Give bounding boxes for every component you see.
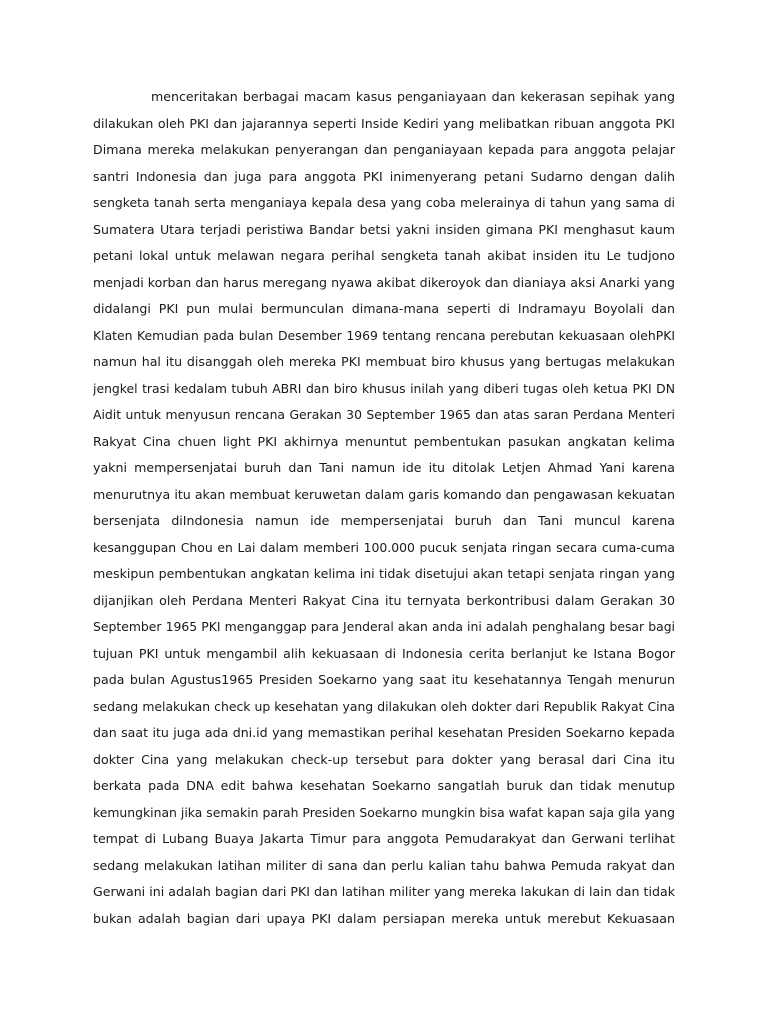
text-line: Gerwani ini adalah bagian dari PKI dan latihan militer yang mereka lakukan di lain dan tidak	[93, 884, 675, 899]
text-line: Sumatera Utara terjadi peristiwa Bandar betsi yakni insiden gimana PKI menghasut kaum	[93, 221, 675, 237]
text-line: berkata pada DNA edit bahwa kesehatan Soekarno sangatlah buruk dan tidak menutup	[93, 778, 675, 793]
text-line: petani lokal untuk melawan negara perihal sengketa tanah akibat insiden itu Le tudjono	[93, 248, 675, 263]
text-line: didalangi PKI pun mulai bermunculan dimana-mana seperti di Indramayu Boyolali dan	[93, 301, 675, 316]
text-line: santri Indonesia dan juga para anggota PKI inimenyerang petani Sudarno dengan dalih	[93, 168, 675, 184]
text-line: sengketa tanah serta menganiaya kepala desa yang coba melerainya di tahun yang sama di	[93, 195, 675, 210]
text-line: dilakukan oleh PKI dan jajarannya seperti Inside Kediri yang melibatkan ribuan anggota PKI	[93, 115, 675, 131]
text-line: dan saat itu juga ada dni.id yang memastikan perihal kesehatan Presiden Soekarno kepada	[93, 725, 675, 740]
text-line: September 1965 PKI menganggap para Jenderal akan anda ini adalah penghalang besar bagi	[93, 619, 675, 634]
text-line: sedang melakukan latihan militer di sana dan perlu kalian tahu bahwa Pemuda rakyat dan	[93, 857, 675, 873]
text-line: namun hal itu disanggah oleh mereka PKI membuat biro khusus yang bertugas melakukan	[93, 354, 675, 369]
text-line: menjadi korban dan harus meregang nyawa akibat dikeroyok dan dianiaya aksi Anarki yang	[93, 274, 675, 290]
text-line: sedang melakukan check up kesehatan yang dilakukan oleh dokter dari Republik Rakyat Cina	[93, 698, 675, 714]
text-line: menurutnya itu akan membuat keruwetan dalam garis komando dan pengawasan kekuatan	[93, 486, 675, 502]
text-line: Aidit untuk menyusun rencana Gerakan 30 September 1965 dan atas saran Perdana Menteri	[93, 407, 675, 422]
text-line: meskipun pembentukan angkatan kelima ini tidak disetujui akan tetapi senjata ringan yang	[93, 566, 675, 581]
text-line: jengkel trasi kedalam tubuh ABRI dan biro khusus inilah yang diberi tugas oleh ketua PKI DN	[93, 380, 675, 396]
text-line: bersenjata diIndonesia namun ide mempersenjatai buruh dan Tani muncul karena	[93, 513, 675, 528]
text-line: dokter Cina yang melakukan check-up tersebut para dokter yang berasal dari Cina itu	[93, 751, 675, 767]
text-line: dijanjikan oleh Perdana Menteri Rakyat Cina itu ternyata berkontribusi dalam Gerakan 30	[93, 592, 675, 608]
text-line: tempat di Lubang Buaya Jakarta Timur para anggota Pemudarakyat dan Gerwani terlihat	[93, 831, 675, 846]
text-line: yakni mempersenjatai buruh dan Tani namun ide itu ditolak Letjen Ahmad Yani karena	[93, 460, 675, 475]
text-line: kemungkinan jika semakin parah Presiden Soekarno mungkin bisa wafat kapan saja gila yang	[93, 804, 675, 820]
text-line: Rakyat Cina chuen light PKI akhirnya menuntut pembentukan pasukan angkatan kelima	[93, 433, 675, 449]
body-text	[93, 84, 675, 932]
text-line: Dimana mereka melakukan penyerangan dan penganiayaan kepada para anggota pelajar	[93, 142, 675, 157]
text-line: kesanggupan Chou en Lai dalam memberi 100.000 pucuk senjata ringan secara cuma-cuma	[93, 539, 675, 555]
text-line: bukan adalah bagian dari upaya PKI dalam persiapan mereka untuk merebut Kekuasaan	[93, 910, 675, 926]
text-line: Klaten Kemudian pada bulan Desember 1969 tentang rencana perebutan kekuasaan olehPKI	[93, 327, 675, 343]
text-line: pada bulan Agustus1965 Presiden Soekarno yang saat itu kesehatannya Tengah menurun	[93, 672, 675, 687]
text-line: menceritakan berbagai macam kasus penganiayaan dan kekerasan sepihak yang	[151, 89, 675, 104]
text-line: tujuan PKI untuk mengambil alih kekuasaan di Indonesia cerita berlanjut ke Istana Bogor	[93, 645, 675, 661]
